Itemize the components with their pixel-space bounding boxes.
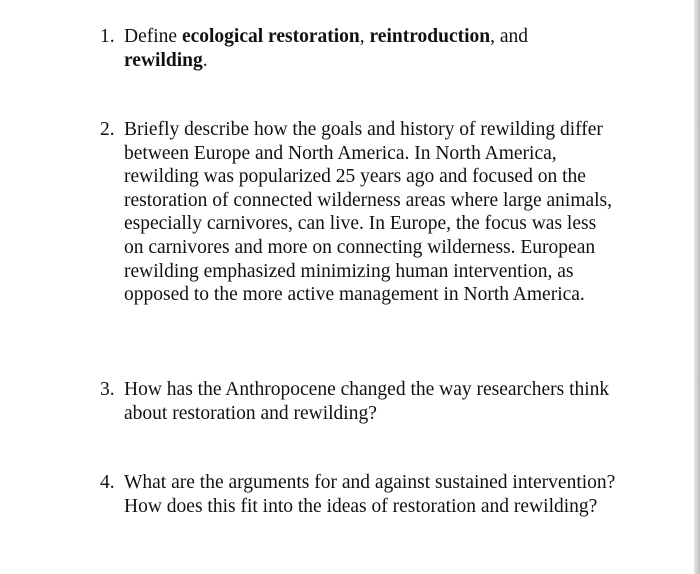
term-reintroduction: reintroduction xyxy=(369,26,491,47)
term-ecological-restoration: ecological restoration xyxy=(181,26,360,47)
text-segment: Define xyxy=(124,26,182,47)
term-rewilding: rewilding xyxy=(124,49,203,71)
question-number: 4. xyxy=(100,472,115,493)
question-number: 3. xyxy=(100,379,115,400)
text-segment: . xyxy=(202,49,208,71)
question-text: How has the Anthropocene changed the way researchers think about restoration and rewilding? xyxy=(124,379,610,424)
question-text: What are the arguments for and against sustained intervention? How does this fit into the ideas of restoration and rewilding? xyxy=(124,472,616,517)
question-3 xyxy=(100,378,620,425)
text-segment: , xyxy=(359,26,370,47)
question-number: 2. xyxy=(100,119,115,140)
page-edge xyxy=(694,0,700,574)
question-2 xyxy=(100,118,620,307)
question-text: Briefly describe how the goals and history of rewilding differ between Europe and North America. In North America, rewilding was popularized 25 years ago and focused on the restoration of connected wilderness areas where large animals, especially carnivores, can live. In Europe, the focus was less on carnivores and more on connecting wilderness. European rewilding emphasized minimizing human intervention, as opposed to the more active management in North America. xyxy=(124,119,613,306)
question-number: 1. xyxy=(100,26,115,47)
question-text xyxy=(124,25,620,72)
question-1 xyxy=(100,25,620,72)
question-4 xyxy=(100,471,620,518)
text-segment: , and xyxy=(490,26,529,47)
